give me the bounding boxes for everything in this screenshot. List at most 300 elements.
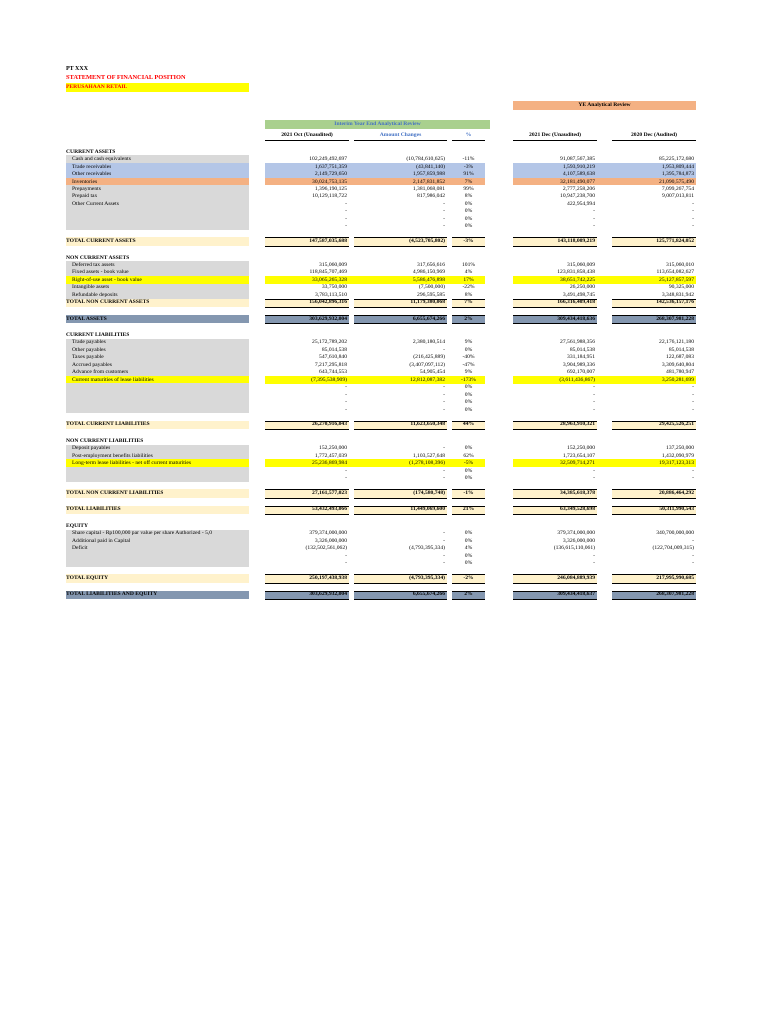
cell-value: 9% xyxy=(464,339,473,346)
cell-value: - xyxy=(692,560,694,566)
total-border-bottom xyxy=(452,498,485,499)
total-border-bottom xyxy=(513,583,597,584)
cell-value: 156,042,896,316 xyxy=(309,299,347,306)
cell-value: 137,250,000 xyxy=(666,445,694,452)
section-heading: EQUITY xyxy=(66,522,89,529)
cell-value: (216,425,889) xyxy=(413,354,445,361)
cell-value: 0% xyxy=(464,200,473,207)
cell-value: 2,380,180,514 xyxy=(412,339,445,346)
total-border-bottom xyxy=(452,307,485,308)
line-item-label: Post-employment benefits liabilities xyxy=(72,452,153,459)
cell-value: 1,957,859,988 xyxy=(412,171,445,178)
cell-value: 9% xyxy=(464,369,473,376)
cell-value: 26,250,000 xyxy=(569,284,595,291)
cell-value: - xyxy=(593,467,595,474)
cell-value: 7,099,267,754 xyxy=(661,185,694,192)
total-border-bottom xyxy=(612,323,696,324)
cell-value: 2% xyxy=(464,315,473,322)
cell-value: 2,147,831,852 xyxy=(412,178,445,185)
cell-value: - xyxy=(692,399,694,406)
cell-value: -2% xyxy=(463,574,474,581)
cell-value: (4,793,395,334) xyxy=(409,545,445,552)
cell-value: 217,995,990,685 xyxy=(656,574,694,581)
cell-value: 62% xyxy=(463,452,474,459)
cell-value: 85,225,172,680 xyxy=(659,156,694,163)
cell-value: 8% xyxy=(464,193,473,200)
cell-value: - xyxy=(443,200,445,207)
line-item-label: Right-of-use asset - book value xyxy=(72,276,142,283)
cell-value: 125,771,824,052 xyxy=(656,238,694,245)
cell-value: -3% xyxy=(463,163,474,170)
total-border-bottom xyxy=(513,498,597,499)
total-border-bottom xyxy=(452,246,485,247)
total-border-bottom xyxy=(265,514,349,515)
cell-value: 152,250,000 xyxy=(319,445,347,452)
cell-value: 246,084,889,939 xyxy=(557,574,595,581)
cell-value: - xyxy=(692,467,694,474)
line-item-label: Prepaid tax xyxy=(72,193,98,200)
cell-value: (7,500,000) xyxy=(418,284,445,291)
cell-value: - xyxy=(593,552,595,559)
cell-value: - xyxy=(443,552,445,559)
total-border-bottom xyxy=(612,246,696,247)
cell-value: - xyxy=(443,560,445,566)
cell-value: - xyxy=(593,475,595,482)
total-label: TOTAL CURRENT ASSETS xyxy=(66,238,136,245)
cell-value: 331,184,951 xyxy=(567,354,595,361)
line-item-label: Taxes payable xyxy=(72,354,104,361)
cell-value: 21% xyxy=(462,506,475,513)
cell-value: -1% xyxy=(463,489,474,496)
cell-value: 0% xyxy=(464,406,473,413)
total-label: TOTAL LIABILITIES AND EQUITY xyxy=(66,591,158,598)
cell-value: - xyxy=(443,467,445,474)
cell-value: - xyxy=(443,530,445,537)
cell-value: 33,750,000 xyxy=(321,284,347,291)
cell-value: (7,395,538,909) xyxy=(311,376,347,383)
line-item-label: Deficit xyxy=(72,545,88,552)
cell-value: (174,580,748) xyxy=(413,489,445,496)
total-border-bottom xyxy=(354,307,447,308)
total-border-bottom xyxy=(513,246,597,247)
cell-value: 27,561,988,356 xyxy=(560,339,595,346)
total-border-bottom xyxy=(452,599,485,600)
cell-value: - xyxy=(593,399,595,406)
cell-value: 85,014,538 xyxy=(569,346,595,353)
line-item-label: Fixed assets - book value xyxy=(72,269,129,276)
cell-value: 1,637,751,359 xyxy=(314,163,347,170)
total-label: TOTAL NON CURRENT LIABILITIES xyxy=(66,489,164,496)
cell-value: - xyxy=(443,537,445,544)
total-border-bottom xyxy=(265,307,349,308)
cell-value: -11% xyxy=(462,156,475,163)
cell-value: 1,723,654,107 xyxy=(562,452,595,459)
total-border-bottom xyxy=(265,583,349,584)
cell-value: 32,509,714,271 xyxy=(560,460,595,467)
total-border-bottom xyxy=(612,583,696,584)
cell-value: 268,307,981,228 xyxy=(656,315,694,322)
cell-value: 54,905,454 xyxy=(419,369,445,376)
total-label: TOTAL EQUITY xyxy=(66,574,109,581)
cell-value: 9,007,013,811 xyxy=(662,193,694,200)
cell-value: 422,954,994 xyxy=(567,200,595,207)
cell-value: - xyxy=(443,406,445,413)
cell-value: - xyxy=(345,208,347,215)
total-border-bottom xyxy=(452,323,485,324)
cell-value: 315,060,009 xyxy=(319,261,347,268)
cell-value: 3,491,498,745 xyxy=(562,291,595,298)
line-item-label: Share capital - Rp100,000 par value per share Authorized - 5,0 xyxy=(72,530,213,537)
cell-value: - xyxy=(692,552,694,559)
cell-value: 91% xyxy=(463,171,474,178)
cell-value: 5,586,476,898 xyxy=(412,276,445,283)
cell-value: 147,587,035,688 xyxy=(309,238,347,245)
total-border-bottom xyxy=(265,323,349,324)
line-item-label: Refundable deposits xyxy=(72,291,118,298)
cell-value: 1,772,457,039 xyxy=(314,452,347,459)
cell-value: - xyxy=(443,384,445,391)
total-border-bottom xyxy=(612,429,696,430)
cell-value: 1,381,068,081 xyxy=(412,185,445,192)
cell-value: 309,434,418,637 xyxy=(557,591,595,598)
total-border-bottom xyxy=(265,246,349,247)
line-item-label: Inventories xyxy=(72,178,98,185)
cell-value: 2,149,729,650 xyxy=(314,171,347,178)
cell-value: 379,374,000,000 xyxy=(557,530,595,537)
total-border-bottom xyxy=(612,599,696,600)
cell-value: 3,783,113,510 xyxy=(315,291,347,298)
cell-value: 10,947,238,700 xyxy=(560,193,595,200)
cell-value: - xyxy=(345,552,347,559)
cell-value: 63,349,528,698 xyxy=(560,506,595,513)
cell-value: 91,087,567,385 xyxy=(560,156,595,163)
cell-value: 44% xyxy=(462,421,475,428)
cell-value: - xyxy=(692,384,694,391)
section-heading: NON CURRENT LIABILITIES xyxy=(66,437,144,444)
cell-value: 33,065,265,328 xyxy=(312,276,347,283)
cell-value: 303,629,932,004 xyxy=(309,315,347,322)
cell-value: 315,060,009 xyxy=(567,261,595,268)
cell-value: 11,449,069,600 xyxy=(410,506,445,513)
row-label-bg xyxy=(66,559,249,567)
section-heading: NON CURRENT ASSETS xyxy=(66,254,130,261)
cell-value: 90,325,000 xyxy=(668,284,694,291)
cell-value: 0% xyxy=(464,223,473,230)
cell-value: - xyxy=(443,208,445,215)
cell-value: 692,170,007 xyxy=(567,369,595,376)
line-item-label: Current maturities of lease liabilities xyxy=(72,376,154,383)
total-border-bottom xyxy=(513,599,597,600)
cell-value: 143,118,009,219 xyxy=(557,238,595,245)
cell-value: - xyxy=(593,208,595,215)
cell-value: 32,181,490,077 xyxy=(560,178,595,185)
cell-value: 340,700,000,000 xyxy=(656,530,694,537)
cell-value: (1,278,108,396) xyxy=(409,460,445,467)
total-border-bottom xyxy=(354,323,447,324)
header-underline xyxy=(513,140,597,141)
cell-value: 0% xyxy=(464,537,473,544)
cell-value: 3,348,831,942 xyxy=(661,291,694,298)
total-border-bottom xyxy=(612,498,696,499)
row-label-bg xyxy=(66,474,249,482)
cell-value: 0% xyxy=(464,552,473,559)
total-border-bottom xyxy=(452,514,485,515)
cell-value: 2% xyxy=(464,591,473,598)
cell-value: 1,396,190,125 xyxy=(314,185,347,192)
cell-value: 379,374,000,000 xyxy=(309,530,347,537)
cell-value: 20,886,464,292 xyxy=(659,489,694,496)
cell-value: - xyxy=(593,560,595,566)
line-item-label: Additional paid in Capital xyxy=(72,537,131,544)
cell-value: - xyxy=(692,200,694,207)
cell-value: (3,611,436,867) xyxy=(559,376,595,383)
cell-value: 0% xyxy=(464,391,473,398)
cell-value: 38,651,742,225 xyxy=(560,276,595,283)
total-border-bottom xyxy=(452,429,485,430)
cell-value: 22,176,121,180 xyxy=(659,339,694,346)
cell-value: 12,812,087,382 xyxy=(410,376,445,383)
header-underline xyxy=(354,140,447,141)
cell-value: 85,014,538 xyxy=(668,346,694,353)
cell-value: - xyxy=(345,406,347,413)
cell-value: -47% xyxy=(462,361,475,368)
cell-value: 0% xyxy=(464,467,473,474)
cell-value: -173% xyxy=(461,376,476,383)
cell-value: 1,432,090,979 xyxy=(661,452,694,459)
total-label: TOTAL ASSETS xyxy=(66,315,107,322)
section-heading: CURRENT LIABILITIES xyxy=(66,332,130,338)
cell-value: 3,326,000,000 xyxy=(562,537,595,544)
header-underline xyxy=(612,140,696,141)
cell-value: 26,270,916,043 xyxy=(312,421,347,428)
header-underline xyxy=(452,140,485,141)
cell-value: 30,024,753,135 xyxy=(312,178,347,185)
cell-value: 25,172,789,202 xyxy=(312,339,347,346)
cell-value: 122,687,083 xyxy=(666,354,694,361)
total-label: TOTAL NON CURRENT ASSETS xyxy=(66,299,150,306)
cell-value: 102,249,492,697 xyxy=(309,156,347,163)
row-label-bg xyxy=(66,406,249,414)
cell-value: 25,127,857,597 xyxy=(659,276,694,283)
cell-value: 25,236,869,984 xyxy=(312,460,347,467)
cell-value: 2,777,258,206 xyxy=(562,185,595,192)
cell-value: 1,395,784,873 xyxy=(661,171,694,178)
cell-value: 643,744,553 xyxy=(319,369,347,376)
cell-value: (122,704,009,315) xyxy=(652,545,694,552)
cell-value: -22% xyxy=(462,284,475,291)
cell-value: 27,161,577,023 xyxy=(312,489,347,496)
cell-value: 4% xyxy=(464,545,473,552)
cell-value: 166,316,409,418 xyxy=(557,299,595,306)
total-border-bottom xyxy=(354,514,447,515)
cell-value: 21,090,575,490 xyxy=(659,178,694,185)
cell-value: 481,780,947 xyxy=(666,369,694,376)
cell-value: 3,904,989,336 xyxy=(562,361,595,368)
cell-value: 7% xyxy=(464,178,473,185)
cell-value: 8% xyxy=(464,291,473,298)
total-border-bottom xyxy=(354,246,447,247)
cell-value: 142,536,157,176 xyxy=(656,299,694,306)
cell-value: 11,623,650,348 xyxy=(410,421,445,428)
cell-value: 4% xyxy=(464,269,473,276)
ye-review-header: YE Analytical Review xyxy=(578,102,631,108)
cell-value: 4,107,589,638 xyxy=(562,171,595,178)
cell-value: 7,217,295,818 xyxy=(314,361,347,368)
line-item-label: Advance from customers xyxy=(72,369,129,376)
cell-value: 0% xyxy=(464,560,473,566)
cell-value: 123,831,858,438 xyxy=(557,269,595,276)
row-label-bg xyxy=(66,223,249,231)
cell-value: 296,595,585 xyxy=(417,291,445,298)
cell-value: -5% xyxy=(463,460,474,467)
cell-value: - xyxy=(443,346,445,353)
cell-value: (43,841,140) xyxy=(416,163,445,170)
cell-value: 0% xyxy=(464,399,473,406)
cell-value: 3,250,281,699 xyxy=(661,376,694,383)
total-border-bottom xyxy=(612,514,696,515)
cell-value: - xyxy=(345,384,347,391)
cell-value: - xyxy=(443,215,445,222)
cell-value: - xyxy=(692,215,694,222)
cell-value: - xyxy=(692,406,694,413)
cell-value: -3% xyxy=(463,238,474,245)
cell-value: - xyxy=(692,391,694,398)
cell-value: 11,179,380,068 xyxy=(410,299,445,306)
cell-value: - xyxy=(692,537,694,544)
entity-name: PERUSAHAAN RETAIL xyxy=(66,84,128,90)
cell-value: (4,793,395,334) xyxy=(409,574,445,581)
interim-review-header: Interim Year End Analytical Review xyxy=(334,121,421,127)
cell-value: 1,103,527,648 xyxy=(412,452,445,459)
header-underline xyxy=(265,140,349,141)
cell-value: - xyxy=(345,215,347,222)
total-border-bottom xyxy=(265,498,349,499)
cell-value: - xyxy=(593,406,595,413)
column-header: % xyxy=(465,132,472,138)
cell-value: 3,326,000,000 xyxy=(314,537,347,544)
cell-value: 268,307,981,228 xyxy=(656,591,694,598)
cell-value: (10,784,610,625) xyxy=(406,156,445,163)
total-border-bottom xyxy=(612,307,696,308)
total-border-bottom xyxy=(354,429,447,430)
total-border-bottom xyxy=(452,583,485,584)
cell-value: - xyxy=(443,445,445,452)
cell-value: 317,656,616 xyxy=(417,261,445,268)
column-header: Amount Changes xyxy=(379,132,422,138)
cell-value: - xyxy=(692,223,694,230)
column-header: 2021 Dec (Unaudited) xyxy=(529,132,581,138)
cell-value: 53,432,493,066 xyxy=(312,506,347,513)
cell-value: 28,963,910,321 xyxy=(560,421,595,428)
total-label: TOTAL CURRENT LIABILITIES xyxy=(66,421,150,428)
line-item-label: Long-term lease liabilities - net off current maturities xyxy=(72,460,192,467)
cell-value: - xyxy=(345,560,347,566)
cell-value: 17% xyxy=(463,276,474,283)
company-name: PT XXX xyxy=(66,66,89,72)
cell-value: 10,129,118,722 xyxy=(312,193,347,200)
cell-value: (136,615,110,061) xyxy=(553,545,595,552)
total-border-bottom xyxy=(265,599,349,600)
cell-value: 101% xyxy=(461,261,476,268)
cell-value: (3,407,097,112) xyxy=(409,361,445,368)
cell-value: 547,610,840 xyxy=(319,354,347,361)
cell-value: 250,197,438,938 xyxy=(309,574,347,581)
cell-value: 0% xyxy=(464,530,473,537)
cell-value: 113,654,082,627 xyxy=(656,269,694,276)
cell-value: 303,629,932,004 xyxy=(309,591,347,598)
cell-value: - xyxy=(345,223,347,230)
cell-value: - xyxy=(593,384,595,391)
cell-value: -40% xyxy=(462,354,475,361)
line-item-label: Cash and cash equivalents xyxy=(72,156,131,163)
total-border-bottom xyxy=(513,514,597,515)
line-item-label: Other payables xyxy=(72,346,106,353)
cell-value: - xyxy=(443,223,445,230)
cell-value: 0% xyxy=(464,475,473,482)
cell-value: - xyxy=(593,223,595,230)
cell-value: - xyxy=(345,475,347,482)
line-item-label: Prepayments xyxy=(72,185,101,192)
line-item-label: Trade receivables xyxy=(72,163,112,170)
cell-value: (4,523,705,802) xyxy=(409,238,445,245)
cell-value: 309,434,418,636 xyxy=(557,315,595,322)
total-border-bottom xyxy=(513,307,597,308)
line-item-label: Accrued payables xyxy=(72,361,112,368)
line-item-label: Deferred tax assets xyxy=(72,261,115,268)
cell-value: 0% xyxy=(464,346,473,353)
cell-value: 118,845,707,469 xyxy=(309,269,347,276)
line-item-label: Other Current Assets xyxy=(72,200,119,207)
cell-value: - xyxy=(345,467,347,474)
cell-value: - xyxy=(443,475,445,482)
cell-value: (132,502,561,062) xyxy=(305,545,347,552)
cell-value: - xyxy=(593,215,595,222)
cell-value: 6,655,674,266 xyxy=(412,315,445,322)
total-border-bottom xyxy=(354,599,447,600)
cell-value: 0% xyxy=(464,215,473,222)
cell-value: 3,309,640,804 xyxy=(661,361,694,368)
cell-value: - xyxy=(345,391,347,398)
cell-value: - xyxy=(692,208,694,215)
statement-title: STATEMENT OF FINANCIAL POSITION xyxy=(66,74,186,81)
cell-value: 19,317,123,313 xyxy=(659,460,694,467)
cell-value: 99% xyxy=(463,185,474,192)
cell-value: 0% xyxy=(464,208,473,215)
cell-value: 0% xyxy=(464,384,473,391)
cell-value: - xyxy=(443,391,445,398)
cell-value: 6,655,674,266 xyxy=(412,591,445,598)
section-heading: CURRENT ASSETS xyxy=(66,148,116,155)
cell-value: 50,311,990,543 xyxy=(659,506,694,513)
cell-value: 817,986,042 xyxy=(417,193,445,200)
total-border-bottom xyxy=(513,323,597,324)
cell-value: 4,986,150,969 xyxy=(412,269,445,276)
total-border-bottom xyxy=(265,429,349,430)
cell-value: 34,385,618,378 xyxy=(560,489,595,496)
line-item-label: Other receivables xyxy=(72,171,112,178)
column-header: 2020 Dec (Audited) xyxy=(631,132,677,138)
total-label: TOTAL LIABILITIES xyxy=(66,506,121,513)
line-item-label: Deposit payables xyxy=(72,445,111,452)
line-item-label: Trade payables xyxy=(72,339,106,346)
cell-value: 85,014,538 xyxy=(321,346,347,353)
cell-value: 1,593,910,219 xyxy=(562,163,595,170)
total-border-bottom xyxy=(354,583,447,584)
cell-value: - xyxy=(345,399,347,406)
total-border-bottom xyxy=(354,498,447,499)
cell-value: - xyxy=(443,399,445,406)
cell-value: - xyxy=(692,475,694,482)
